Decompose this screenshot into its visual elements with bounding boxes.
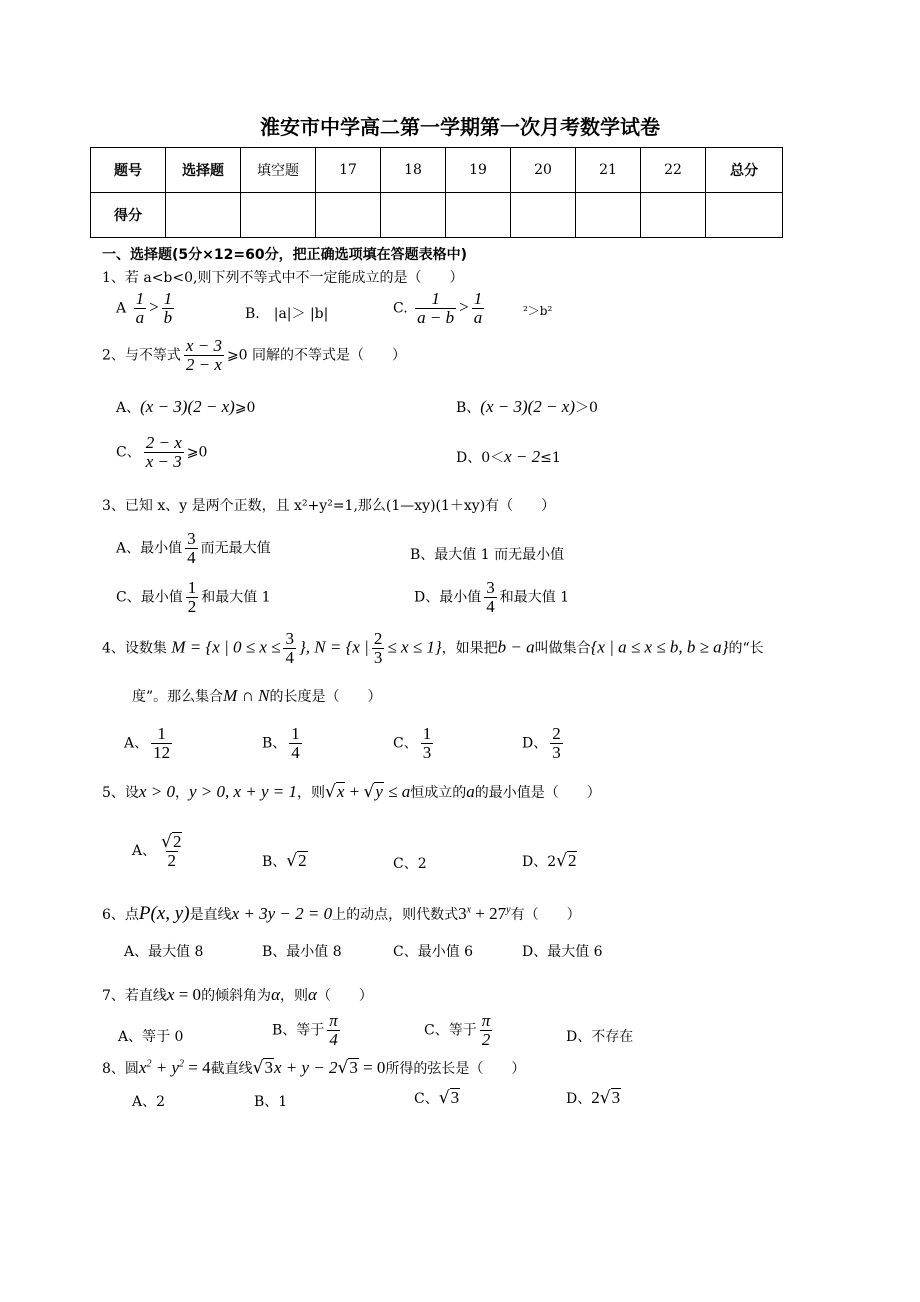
q1-option-d: ²＞b²	[523, 304, 553, 318]
q7-stem-post: ，则	[280, 988, 308, 1004]
q7-option-c	[424, 1012, 495, 1049]
fraction: $\frac{1}{a - b}$	[417, 289, 455, 327]
q4-option-c	[393, 725, 436, 762]
q7-option-b	[272, 1012, 343, 1049]
score-input-cell[interactable]	[576, 193, 641, 238]
q6-stem-mid: 是直线	[189, 907, 232, 923]
q2-option-d-label: D、0＜	[456, 450, 505, 466]
score-input-cell[interactable]	[706, 193, 783, 238]
fraction: $\frac{√2}{2}$	[161, 832, 182, 870]
q6-option-a: A、最大值 8	[124, 944, 204, 960]
q2-option-c-label: C、	[116, 444, 141, 461]
score-header-cell: 17	[316, 148, 381, 193]
q6-option-c: C、最小值 6	[393, 944, 474, 960]
q3-option-b: B、最大值 1 而无最小值	[410, 547, 565, 563]
score-row-label: 得分	[91, 193, 166, 238]
q8-stem-mid: 截直线	[210, 1061, 253, 1077]
score-input-cell[interactable]	[511, 193, 576, 238]
score-header-cell: 22	[641, 148, 706, 193]
q1-option-a-label: A	[116, 300, 127, 317]
q8-stem-pre: 8、圆	[102, 1061, 139, 1077]
q5-stem-then: ，则	[297, 785, 326, 801]
fraction: $\frac{1}{a}$	[135, 289, 145, 327]
q3-option-d-post: 和最大值 1	[499, 589, 570, 606]
q3-option-d	[414, 579, 569, 616]
q8-option-a: A、2	[132, 1094, 166, 1110]
question-7-stem: 7、若直线x = 0的倾斜角为α，则α（ ）	[102, 985, 373, 1004]
fraction: $\frac{x - 3}{2 - x}$	[185, 336, 222, 374]
q8-option-d: D、2√3	[566, 1088, 621, 1108]
score-header-cell: 18	[381, 148, 446, 193]
score-input-cell[interactable]	[166, 193, 241, 238]
score-header-cell: 19	[446, 148, 511, 193]
q2-stem-pre: 2、与不等式	[102, 347, 181, 364]
score-input-cell[interactable]	[241, 193, 316, 238]
q1-option-b: B. |a|＞ |b|	[245, 306, 329, 322]
q7-option-b-label: B、等于	[272, 1022, 325, 1039]
fraction: $\frac{1}{2}$	[187, 578, 197, 616]
q6-stem-post: 有（ ）	[510, 907, 581, 923]
fraction: $\frac{1}{4}$	[291, 724, 300, 762]
q5-stem-post: 恒成立的	[410, 785, 467, 801]
question-5-stem: 5、设x > 0，y > 0, x + y = 1，则√x + √y ≤ a恒成立的a的最小值是（ ）	[102, 782, 601, 802]
q4-stem-mid2: 叫做集合	[534, 640, 591, 657]
q6-stem-pre: 6、点	[102, 907, 139, 923]
q5-option-c: C、2	[393, 856, 427, 872]
q8-stem-post: 所得的弦长是（ ）	[385, 1061, 526, 1077]
score-header-cell: 21	[576, 148, 641, 193]
q4-option-d-label: D、	[522, 735, 548, 752]
score-header-cell: 选择题	[166, 148, 241, 193]
q2-option-a: A、(x − 3)(2 − x)⩾0	[116, 397, 256, 416]
q5-option-a	[132, 832, 187, 870]
fraction: $\frac{3}{4}$	[187, 529, 196, 567]
fraction: $\frac{3}{4}$	[486, 578, 495, 616]
q8-option-d-label: D、	[566, 1091, 592, 1107]
q7-option-c-label: C、等于	[424, 1022, 477, 1039]
q4-line2-pre: 度”。那么集合	[132, 689, 224, 705]
q2-option-b: B、(x − 3)(2 − x)＞0	[456, 397, 598, 416]
q4-line2-post: 的长度是（ ）	[269, 689, 382, 705]
fraction: $\frac{3}{4}$	[285, 629, 294, 667]
question-3-stem: 3、已知 x、y 是两个正数，且 x²+y²=1,那么(1—xy)(1＋xy)有（ ）	[102, 498, 556, 514]
score-header-cell: 填空题	[241, 148, 316, 193]
q7-stem-end: （ ）	[316, 988, 373, 1004]
q2-option-b-post: ＞0	[574, 400, 598, 416]
q5-stem-comma: ，	[174, 785, 189, 801]
score-table-header-row	[91, 148, 783, 193]
section-heading: 一、选择题(5分×12=60分，把正确选项填在答题表格中)	[102, 247, 467, 263]
score-input-cell[interactable]	[446, 193, 511, 238]
q4-option-a	[124, 725, 175, 762]
q4-stem-post: 的“长	[728, 640, 764, 657]
q3-option-c-post: 和最大值 1	[201, 589, 271, 606]
question-6-stem: 6、点P(x, y)是直线x + 3y − 2 = 0上的动点，则代数式$3^x + 27^y$有（ ）	[102, 903, 581, 924]
question-2-stem	[102, 337, 406, 374]
score-header-cell: 总分	[706, 148, 783, 193]
score-header-cell: 20	[511, 148, 576, 193]
q5-stem-end: 的最小值是（ ）	[474, 785, 601, 801]
q3-option-a	[116, 530, 271, 567]
q2-option-a-post: ⩾0	[234, 400, 256, 416]
q4-stem-pre: 4、设数集	[102, 640, 167, 657]
q7-stem-mid: 的倾斜角为	[201, 988, 272, 1004]
q2-option-c	[116, 434, 207, 471]
score-table	[90, 147, 783, 238]
fraction: $\frac{1}{3}$	[422, 724, 432, 762]
page-title: 淮安市中学高二第一学期第一次月考数学试卷	[260, 115, 660, 139]
q1-option-c: C. $\frac{1}{a - b}$ > $\frac{1}{a}$	[393, 289, 483, 327]
fraction: $\frac{1}{12}$	[153, 724, 171, 762]
q2-stem-post: ⩾0 同解的不等式是（ ）	[226, 347, 407, 364]
q5-option-d-label: D、2	[522, 854, 557, 870]
q2-option-c-post: ⩾0	[186, 444, 208, 461]
fraction: $\frac{2}{3}$	[552, 724, 561, 762]
q2-option-a-label: A、	[116, 400, 141, 416]
fraction: $\frac{2 - x}{x - 3}$	[145, 433, 182, 471]
question-4-stem-line2: 度”。那么集合M ∩ N的长度是（ ）	[132, 686, 382, 705]
score-header-cell: 题号	[91, 148, 166, 193]
fraction: $\frac{1}{b}$	[163, 289, 173, 327]
fraction: $\frac{\pi}{2}$	[481, 1011, 491, 1049]
q5-option-a-label: A、	[132, 843, 157, 859]
score-table-score-row	[91, 193, 783, 238]
q3-option-c	[116, 579, 271, 616]
q5-stem-pre: 5、设	[102, 785, 139, 801]
q2-option-d: D、0＜x − 2≤1	[456, 447, 561, 466]
q6-stem-mid2: 上的动点，则代数式	[332, 907, 459, 923]
q4-option-b-label: B、	[262, 735, 287, 752]
q7-stem-pre: 7、若直线	[102, 988, 167, 1004]
q1-option-c-label: C.	[393, 300, 408, 317]
q2-option-b-label: B、	[456, 400, 481, 416]
question-4-stem: 4、设数集 M = {x | 0 ≤ x ≤ $\frac{3}{4}$ }, N = {x | $\frac{2}{3}$ ≤ x ≤ 1}，如果把b − a叫做集合{x | a ≤ x ≤ b, b ≥ a}的“长	[102, 629, 764, 667]
score-input-cell[interactable]	[641, 193, 706, 238]
q3-option-a-pre: A、最小值	[116, 540, 183, 557]
q3-option-a-post: 而无最大值	[200, 540, 271, 557]
q4-option-d	[522, 725, 566, 762]
q4-option-c-label: C、	[393, 735, 418, 752]
q8-option-c: C、√3	[414, 1088, 460, 1108]
q5-option-b-label: B、	[262, 854, 287, 870]
question-1-stem: 1、若 a<b<0,则下列不等式中不一定能成立的是（ ）	[102, 270, 464, 286]
q4-option-a-label: A、	[124, 735, 149, 752]
q7-option-d: D、不存在	[566, 1029, 634, 1045]
q8-option-c-label: C、	[414, 1091, 439, 1107]
q5-option-d: D、2√2	[522, 851, 577, 871]
fraction: $\frac{2}{3}$	[373, 629, 383, 667]
score-input-cell[interactable]	[381, 193, 446, 238]
q3-option-c-pre: C、最小值	[116, 589, 183, 606]
q8-option-b: B、1	[254, 1094, 288, 1110]
q4-option-b	[262, 725, 305, 762]
question-8-stem: 8、圆$x^2 + y^2 = 4$截直线√3x + y − 2√3 = 0所得的弦长是（ ）	[102, 1058, 526, 1078]
q2-option-d-post: ≤1	[540, 450, 561, 466]
q1-option-a: A $\frac{1}{a}$ > $\frac{1}{b}$	[116, 289, 173, 327]
q6-option-b: B、最小值 8	[262, 944, 342, 960]
q6-option-d: D、最大值 6	[522, 944, 603, 960]
fraction: $\frac{\pi}{4}$	[329, 1011, 338, 1049]
q7-option-a: A、等于 0	[118, 1029, 184, 1045]
score-input-cell[interactable]	[316, 193, 381, 238]
q5-option-b: B、√2	[262, 851, 307, 871]
q4-stem-mid: ，如果把	[441, 640, 498, 657]
q3-option-d-pre: D、最小值	[414, 589, 482, 606]
fraction: $\frac{1}{a}$	[473, 289, 483, 327]
